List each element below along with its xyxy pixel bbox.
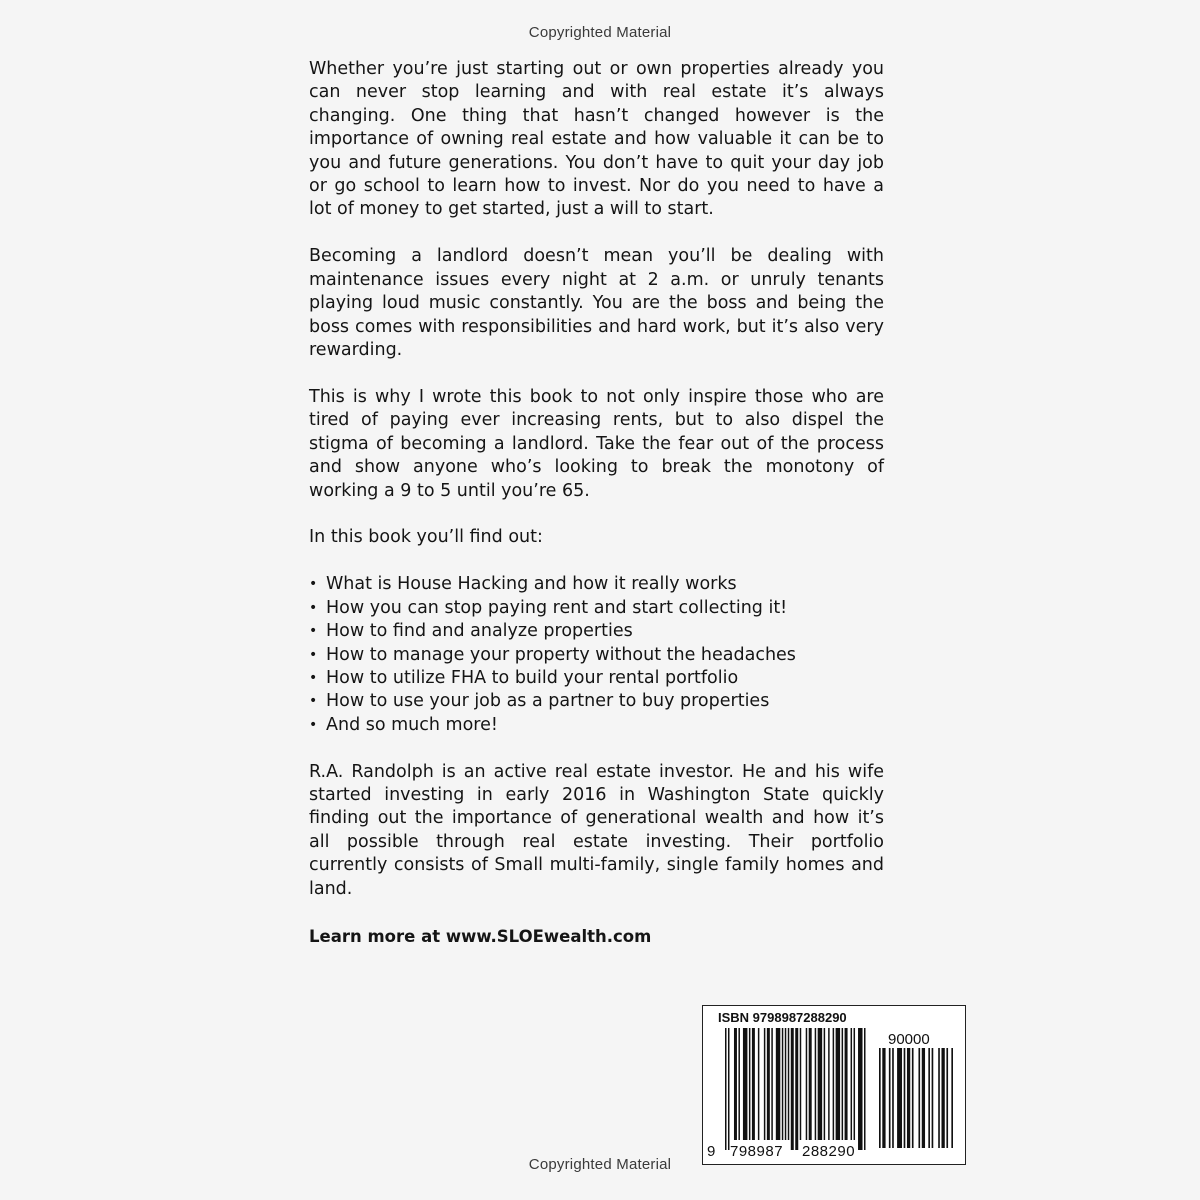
- barcode-bar: [795, 1028, 798, 1150]
- barcode-bar: [734, 1028, 737, 1140]
- isbn-barcode: [702, 1005, 966, 1165]
- barcode-bar: [785, 1028, 786, 1140]
- barcode-bar: [738, 1028, 739, 1140]
- list-item-text: How you can stop paying rent and start collecting it!: [326, 597, 788, 618]
- list-intro: In this book you’ll find out:: [309, 527, 543, 548]
- barcode-bar: [809, 1028, 812, 1140]
- barcode-bar: [879, 1048, 881, 1148]
- barcode-bar: [764, 1028, 765, 1140]
- barcode-lead-digit: 9: [707, 1143, 716, 1160]
- barcode-bar: [907, 1048, 910, 1148]
- list-item-text: How to utilize FHA to build your rental portfolio: [326, 667, 739, 688]
- paragraph-landlord: Becoming a landlord doesn’t mean you’ll be dealing with maintenance issues every night at 2 a.m. or unruly tenants playing loud music constantly. You are the boss and being the boss comes with responsibilities and hard work, but it’s also very rewarding.: [309, 246, 884, 360]
- list-item: [309, 714, 884, 737]
- barcode-bar: [791, 1028, 794, 1150]
- paragraph-intro: Whether you’re just starting out or own properties already you can never stop learning and with real estate it’s always changing. One thing that hasn’t changed however is the importance of owning real estate and how valuable it can be to you and future generations. You don’t have to quit your day job or go school to learn how to invest. Nor do you need to have a lot of money to get started, just a will to start.: [309, 59, 884, 220]
- list-item-text: How to find and analyze properties: [326, 621, 633, 642]
- list-item: [309, 644, 884, 667]
- barcode-main-bars: [725, 1028, 867, 1150]
- barcode-bar: [725, 1028, 726, 1150]
- barcode-bar: [946, 1048, 948, 1148]
- bullet-icon: •: [309, 693, 318, 710]
- price-addon-number: 90000: [888, 1031, 930, 1048]
- barcode-bar: [897, 1048, 902, 1148]
- barcode-bar: [782, 1028, 783, 1140]
- barcode-bar: [918, 1048, 920, 1148]
- barcode-bar: [951, 1048, 953, 1148]
- barcode-bar: [771, 1028, 772, 1140]
- barcode-bar: [892, 1048, 894, 1148]
- bullet-icon: •: [309, 669, 318, 686]
- barcode-bar: [728, 1028, 729, 1150]
- barcode-digits-right: 288290: [802, 1143, 856, 1160]
- barcode-bar: [842, 1028, 843, 1140]
- list-item: [309, 690, 884, 713]
- list-item-text: What is House Hacking and how it really works: [326, 574, 737, 595]
- barcode-bar: [932, 1048, 934, 1148]
- barcode-bar: [800, 1028, 801, 1140]
- isbn-label: ISBN 9798987288290: [718, 1010, 847, 1025]
- barcode-bar: [904, 1048, 906, 1148]
- barcode-bar: [938, 1048, 940, 1148]
- barcode-bar: [851, 1028, 852, 1140]
- barcode-bar: [882, 1048, 885, 1148]
- copyright-watermark-bottom: Copyrighted Material: [528, 1156, 672, 1173]
- list-item: [309, 620, 884, 643]
- barcode-bar: [743, 1028, 747, 1140]
- barcode-bar: [749, 1028, 750, 1140]
- list-item-text: How to use your job as a partner to buy properties: [326, 691, 770, 712]
- barcode-bar: [752, 1028, 755, 1140]
- bullet-icon: •: [309, 623, 318, 640]
- bullet-icon: •: [309, 716, 318, 733]
- back-cover-text: [309, 58, 884, 948]
- list-item: [309, 573, 884, 596]
- barcode-bar: [836, 1028, 840, 1140]
- barcode-bar: [806, 1028, 807, 1140]
- barcode-bar: [833, 1028, 834, 1140]
- feature-list: [309, 573, 884, 737]
- barcode-bar: [824, 1028, 825, 1140]
- barcode-addon-bars: [879, 1048, 953, 1148]
- barcode-bar: [889, 1048, 891, 1148]
- list-item: [309, 667, 884, 690]
- barcode-bar: [864, 1028, 865, 1150]
- barcode-bar: [776, 1028, 780, 1140]
- barcode-bar: [788, 1028, 789, 1140]
- barcode-bar: [758, 1028, 759, 1140]
- list-item-text: How to manage your property without the headaches: [326, 644, 796, 665]
- barcode-bar: [828, 1028, 829, 1140]
- author-bio: R.A. Randolph is an active real estate investor. He and his wife started investing in early 2016 in Washington State quickly finding out the importance of generational wealth and how it’s all possible through real estate investing. Their portfolio currently consists of Small multi-family, single family homes and land.: [309, 761, 884, 899]
- bullet-icon: •: [309, 576, 318, 593]
- paragraph-why: This is why I wrote this book to not only inspire those who are tired of paying ever increasing rents, but to also dispel the stigma of becoming a landlord. Take the fear out of the process and show anyone who’s looking to break the monotony of working a 9 to 5 until you’re 65.: [309, 386, 884, 501]
- barcode-bar: [858, 1028, 862, 1150]
- learn-more-link[interactable]: Learn more at www.SLOEwealth.com: [309, 926, 652, 946]
- list-item: [309, 597, 884, 620]
- barcode-bar: [767, 1028, 770, 1140]
- bullet-icon: •: [309, 646, 318, 663]
- barcode-bar: [941, 1048, 944, 1148]
- list-item-text: And so much more!: [326, 714, 498, 735]
- barcode-bar: [845, 1028, 848, 1140]
- barcode-bar: [912, 1048, 914, 1148]
- barcode-bar: [922, 1048, 925, 1148]
- barcode-bar: [928, 1048, 930, 1148]
- barcode-bar: [854, 1028, 855, 1140]
- copyright-watermark-top: Copyrighted Material: [528, 24, 672, 41]
- barcode-bar: [815, 1028, 816, 1140]
- bullet-icon: •: [309, 599, 318, 616]
- barcode-digits-left: 798987: [730, 1143, 784, 1160]
- barcode-bar: [818, 1028, 822, 1140]
